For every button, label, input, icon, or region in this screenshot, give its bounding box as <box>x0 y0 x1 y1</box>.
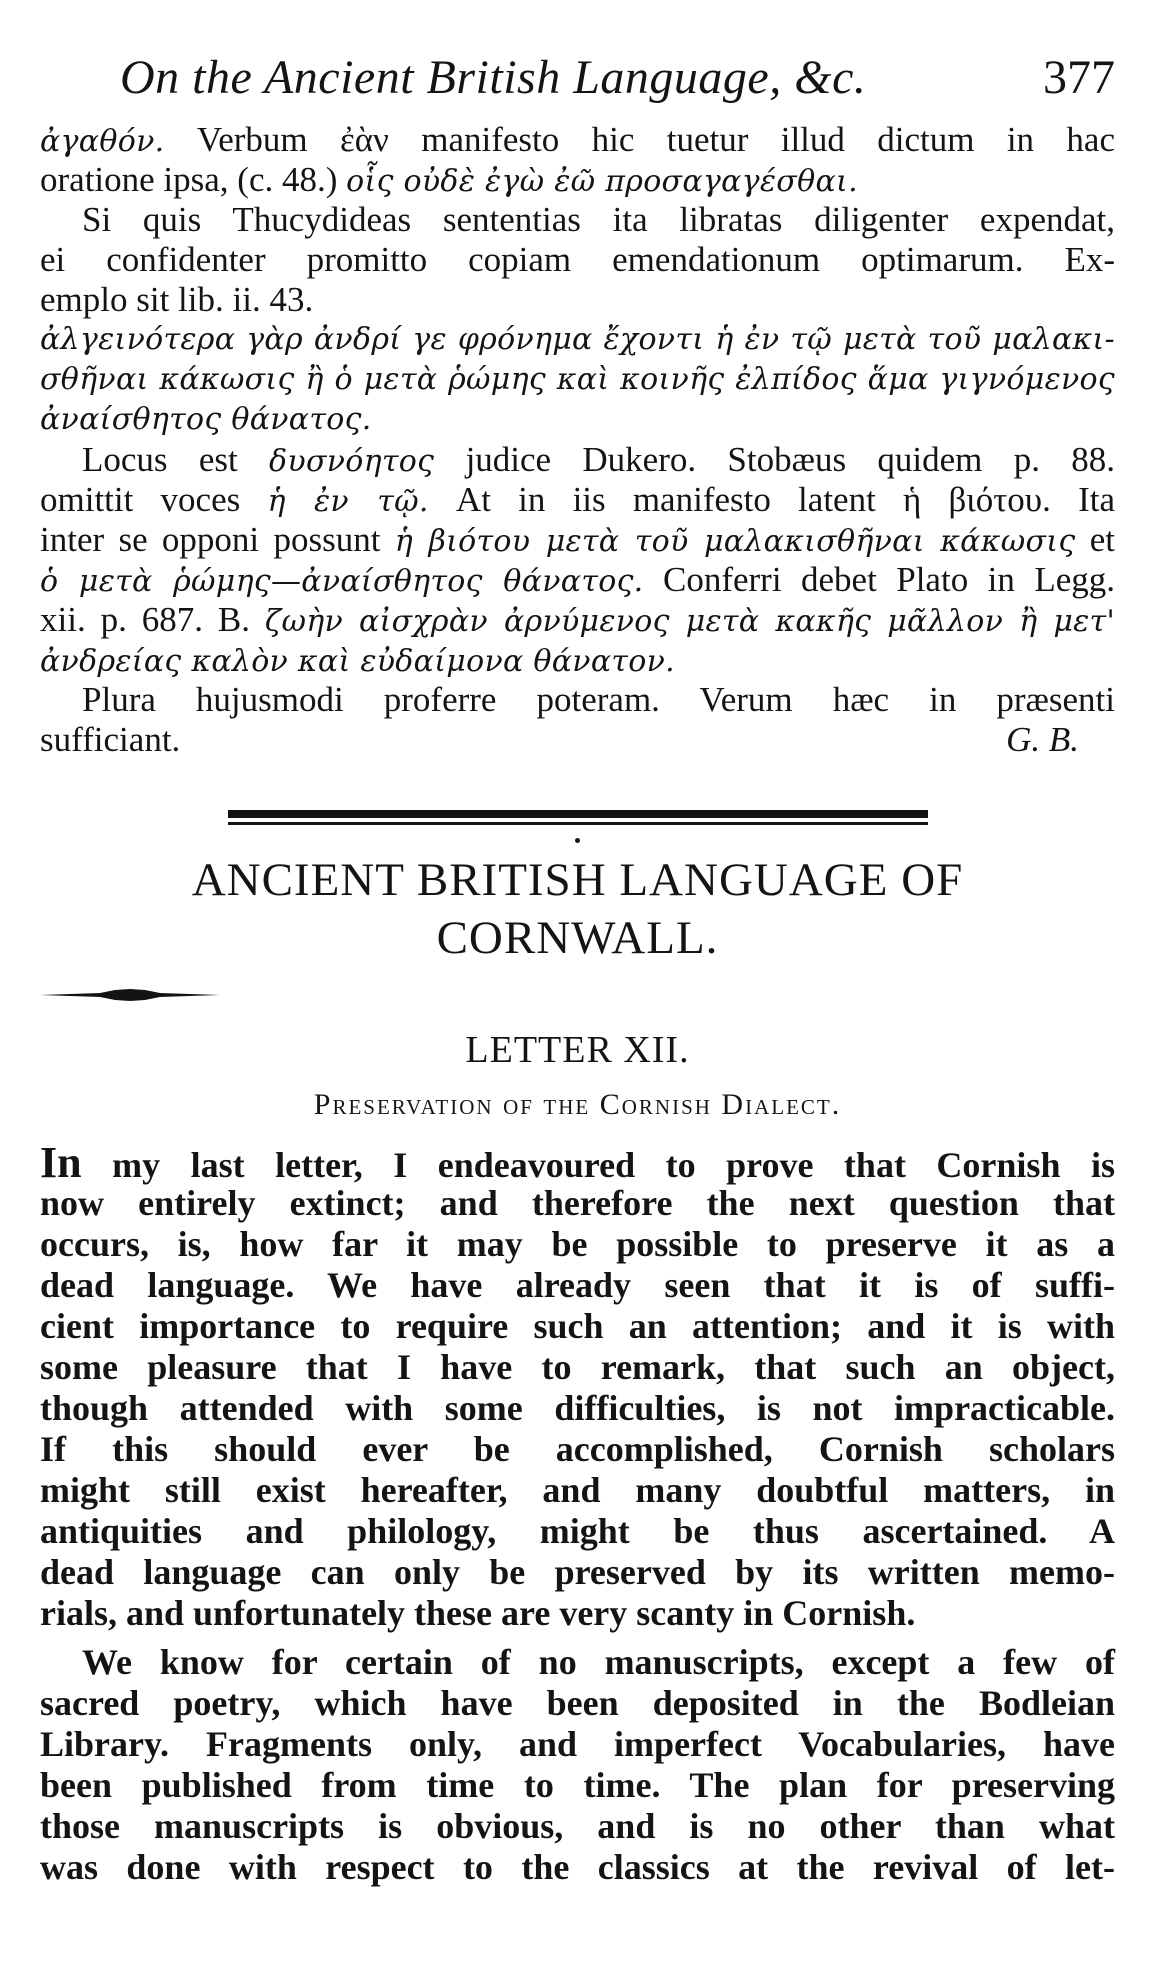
dot-ornament <box>575 838 580 843</box>
text-line: Plura hujusmodi proferre poteram. Verum hæc in præsenti <box>82 680 1115 719</box>
text-line: We know for certain of no manuscripts, except a few of <box>82 1642 1115 1682</box>
text-line: though attended with some difficulties, is not impracticable. <box>40 1388 1115 1428</box>
greek-text: ἀγαθόν. <box>40 124 165 159</box>
text-line: ὁ μετὰ ῥώμης—ἀναίσθητος θάνατος. Conferri debet Plato in Legg. <box>40 560 1115 599</box>
greek-line: σθῆναι κάκωσις ἢ ὁ μετὰ ῥώμης καὶ κοινῆς ἐλπίδος ἅμα γιγνόμενος <box>40 362 1115 397</box>
text-line: antiquities and philology, might be thus ascertained. A <box>40 1511 1115 1551</box>
text-line: inter se opponi possunt ἡ βιότου μετὰ τοῦ μαλακισθῆναι κάκωσις et <box>40 520 1115 559</box>
page <box>40 42 1115 1888</box>
text-line: xii. p. 687. B. ζωὴν αἰσχρὰν ἀρνύμενος μετὰ κακῆς μᾶλλον ἢ μετ' <box>40 600 1115 639</box>
text-line: cient importance to require such an attention; and it is with <box>40 1306 1115 1346</box>
closing-word: sufficiant. <box>40 720 181 759</box>
text-line: rials, and unfortunately these are very scanty in Cornish. <box>40 1593 916 1633</box>
text-line: emplo sit lib. ii. 43. <box>40 280 314 319</box>
double-rule-divider <box>228 810 928 826</box>
letter-number: LETTER XII. <box>465 1029 690 1071</box>
text-line: might still exist hereafter, and many doubtful matters, in <box>40 1470 1115 1510</box>
greek-line: ἀναίσθητος θάνατος. <box>40 402 372 437</box>
text-line: sacred poetry, which have been deposited in the Bodleian <box>40 1683 1115 1723</box>
greek-text: οἷς οὐδὲ ἐγὼ ἐῶ προσαγαγέσθαι. <box>346 164 858 199</box>
text-line: Library. Fragments only, and imperfect Vocabularies, have <box>40 1724 1115 1764</box>
dropcap: In <box>40 1138 82 1187</box>
signature-line <box>40 720 1115 760</box>
signature: G. B. <box>1006 720 1079 759</box>
rule-ornament <box>40 989 220 1001</box>
top-section <box>40 120 1115 760</box>
text-line: those manuscripts is obvious, and is no other than what <box>40 1806 1115 1846</box>
running-head-title: On the Ancient British Language, &c. <box>120 51 867 104</box>
text-line: In my last letter, I endeavoured to prove that Cornish is <box>40 1138 1115 1187</box>
text-line: occurs, is, how far it may be possible to preserve it as a <box>40 1224 1115 1264</box>
section-subtitle: Preservation of the Cornish Dialect. <box>313 1088 842 1121</box>
text-line: oratione ipsa, (c. 48.) οἷς οὐδὲ ἐγὼ ἐῶ προσαγαγέσθαι. <box>40 160 858 199</box>
text-line: ἀνδρείας καλὸν καὶ εὐδαίμονα θάνατον. <box>40 644 676 679</box>
heading-line-1: ANCIENT BRITISH LANGUAGE OF <box>191 854 964 906</box>
text-line: been published from time to time. The plan for preserving <box>40 1765 1115 1805</box>
text-line: ei confidenter promitto copiam emendationum optimarum. Ex- <box>40 240 1115 279</box>
greek-line: ἀλγεινότερα γὰρ ἀνδρί γε φρόνημα ἔχοντι ἡ ἐν τῷ μετὰ τοῦ μαλακι- <box>40 322 1115 357</box>
text-line: If this should ever be accomplished, Cornish scholars <box>40 1429 1115 1469</box>
body-text <box>40 1138 1115 1888</box>
text-line: was done with respect to the classics at the revival of let- <box>40 1847 1115 1887</box>
text-line: Locus est δυσνόητος judice Dukero. Stobæus quidem p. 88. <box>82 440 1115 479</box>
text-line: dead language. We have already seen that it is of suffi- <box>40 1265 1115 1305</box>
heading-line-2: CORNWALL. <box>436 912 719 964</box>
page-number: 377 <box>1043 51 1115 104</box>
section-heading <box>40 851 1115 967</box>
text-line: some pleasure that I have to remark, that such an object, <box>40 1347 1115 1387</box>
text-line: now entirely extinct; and therefore the next question that <box>40 1183 1115 1223</box>
text-line: ἀγαθόν. Verbum ἐὰν manifesto hic tuetur illud dictum in hac <box>40 120 1115 159</box>
text-line: omittit voces ἡ ἐν τῷ. At in iis manifesto latent ἡ βιότου. Ita <box>40 480 1115 519</box>
running-head <box>40 42 1115 120</box>
text-line: dead language can only be preserved by its written memo- <box>40 1552 1115 1592</box>
text-line: Si quis Thucydideas sententias ita libratas diligenter expendat, <box>82 200 1115 239</box>
